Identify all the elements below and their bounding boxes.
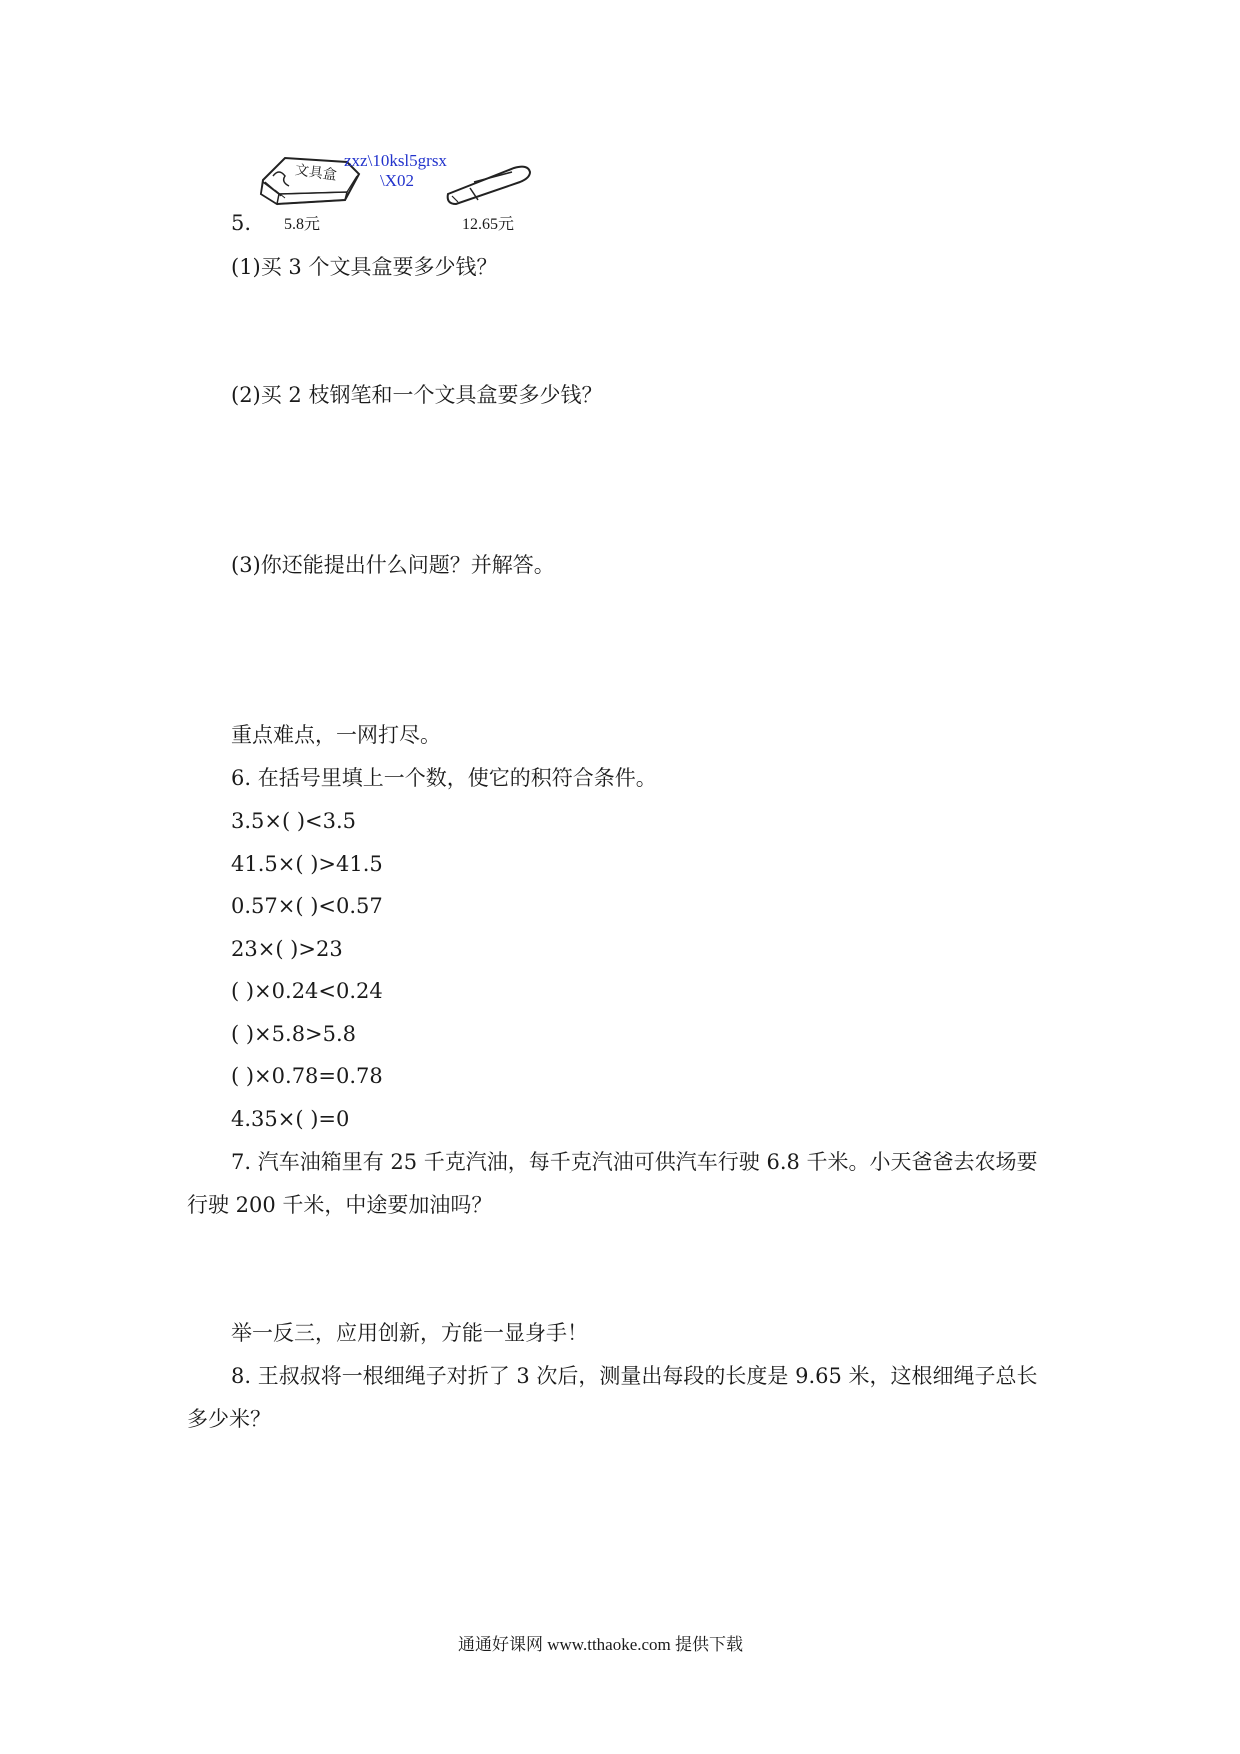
question-5-sub-3: (3)你还能提出什么问题？并解答。: [231, 553, 555, 577]
question-7-line-2: 行驶 200 千米，中途要加油吗？: [187, 1193, 493, 1217]
pen-illustration: [444, 160, 534, 206]
question-5-number: 5.: [231, 211, 252, 235]
question-6-item: 3.5×( )<3.5: [231, 809, 357, 833]
question-6-item: 41.5×( )>41.5: [231, 852, 383, 876]
question-5-sub-1: (1)买 3 个文具盒要多少钱？: [231, 255, 498, 279]
watermark-line-2: \X02: [380, 171, 414, 190]
section-heading-1: 重点难点，一网打尽。: [231, 723, 441, 747]
question-6-item: ( )×5.8>5.8: [231, 1022, 357, 1046]
box-label: 文具盒: [293, 162, 338, 184]
question-6-item: ( )×0.24<0.24: [231, 979, 383, 1003]
question-5-sub-2: (2)买 2 枝钢笔和一个文具盒要多少钱？: [231, 383, 603, 407]
question-6-item: 23×( )>23: [231, 937, 343, 961]
section-heading-2: 举一反三，应用创新，方能一显身手！: [231, 1321, 588, 1345]
pen-price: 12.65元: [462, 216, 515, 233]
pen-icon: [444, 160, 534, 206]
question-8-line-1: 8. 王叔叔将一根细绳子对折了 3 次后，测量出每段的长度是 9.65 米，这根细绳子总长: [231, 1364, 1038, 1388]
question-7-line-1: 7. 汽车油箱里有 25 千克汽油，每千克汽油可供汽车行驶 6.8 千米。小天爸爸去农场要: [231, 1150, 1038, 1174]
question-6-prompt: 6. 在括号里填上一个数，使它的积符合条件。: [231, 766, 657, 790]
question-6-item: 4.35×( )=0: [231, 1107, 350, 1131]
question-6-item: 0.57×( )<0.57: [231, 894, 383, 918]
question-6-item: ( )×0.78=0.78: [231, 1064, 383, 1088]
watermark-line-1: zxz\10ksl5grsx: [344, 151, 447, 170]
box-price: 5.8元: [284, 216, 321, 233]
page-footer: 通通好课网 www.tthaoke.com 提供下载: [458, 1635, 744, 1654]
question-8-line-2: 多少米？: [187, 1407, 271, 1431]
